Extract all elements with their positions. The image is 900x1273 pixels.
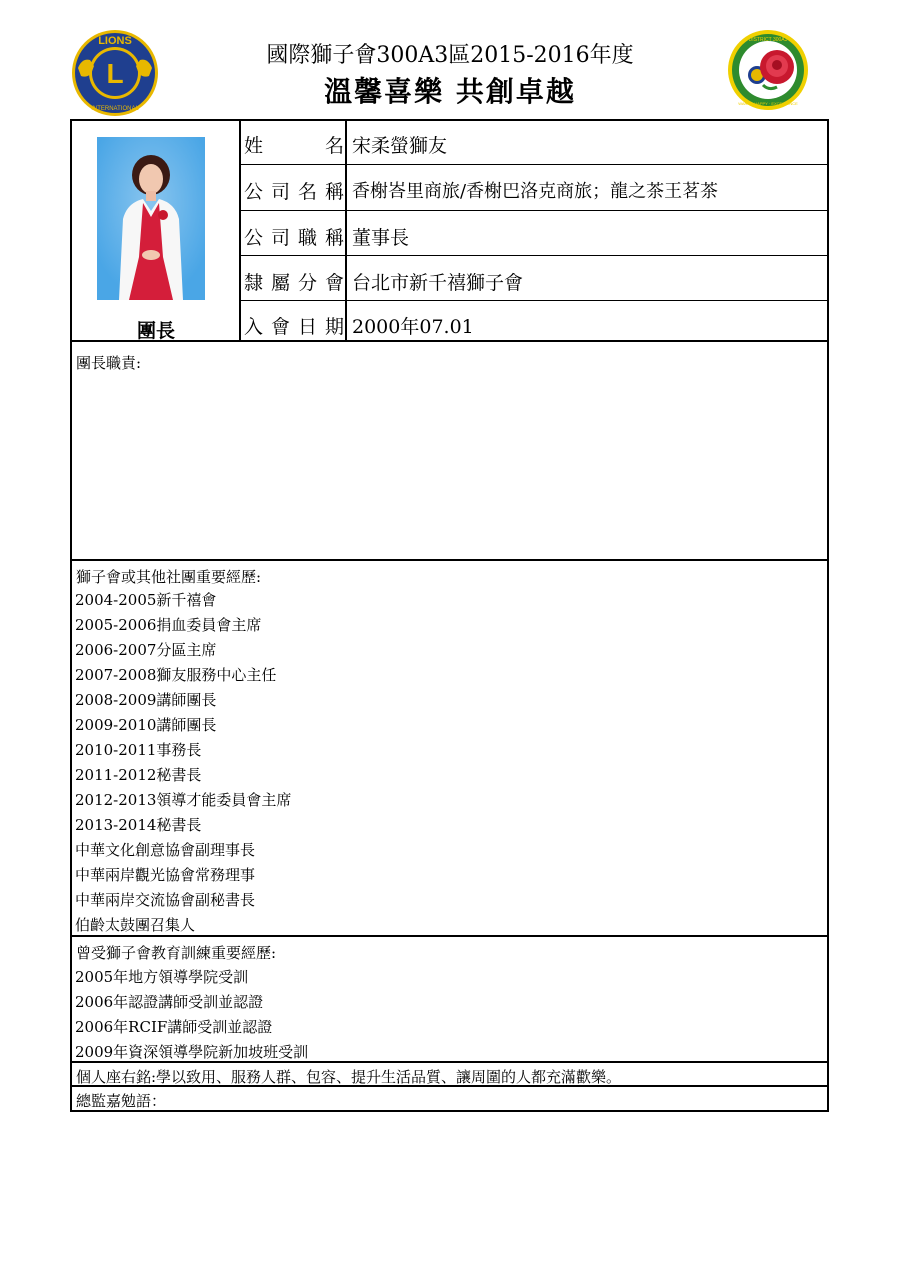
value-company: 香榭峇里商旅/香榭巴洛克商旅；龍之茶王茗茶 <box>352 181 719 202</box>
photo-column-divider <box>239 119 241 342</box>
logo-text-bottom: INTERNATIONAL <box>91 106 139 112</box>
document-slogan: 溫馨喜樂 共創卓越 <box>324 75 576 108</box>
label-char: 屬 <box>270 272 290 294</box>
experience-item: 2006-2007分區主席 <box>75 641 217 659</box>
label-char: 期 <box>324 316 344 338</box>
row-divider <box>240 210 828 211</box>
row-divider <box>240 300 828 301</box>
personal-motto: 個人座右銘:學以致用、服務人群、包容、提升生活品質、讓周圍的人都充滿歡樂。 <box>76 1068 622 1086</box>
label-char: 職 <box>297 227 317 249</box>
label-char: 公 <box>244 181 264 203</box>
label-char: 稱 <box>324 181 344 203</box>
label-char: 入 <box>244 316 264 338</box>
value-name: 宋柔螢獅友 <box>352 135 448 157</box>
label-column-divider <box>345 119 347 342</box>
experience-bottom-border <box>70 935 829 937</box>
label-name-char: 名 <box>324 135 344 157</box>
label-char: 司 <box>270 227 290 249</box>
experience-item: 2009-2010講師團長 <box>75 716 217 734</box>
label-char: 分 <box>297 272 317 294</box>
label-name-char: 姓 <box>244 135 264 157</box>
duties-bottom-border <box>70 559 829 561</box>
experience-item: 2010-2011事務長 <box>75 741 202 759</box>
member-photo <box>97 137 205 300</box>
experience-item: 2004-2005新千禧會 <box>75 591 217 609</box>
label-club <box>244 268 344 295</box>
experience-item: 2005-2006捐血委員會主席 <box>75 616 262 634</box>
label-join-date <box>244 312 344 339</box>
duties-title: 團長職責: <box>76 354 142 372</box>
experience-item: 中華文化創意協會副理事長 <box>75 841 256 859</box>
training-item: 2006年認證講師受訓並認證 <box>75 993 264 1011</box>
experience-item: 2011-2012秘書長 <box>75 766 202 784</box>
experience-item: 2007-2008獅友服務中心主任 <box>75 666 277 684</box>
label-char: 會 <box>270 316 290 338</box>
row-divider <box>240 164 828 165</box>
table-left-border <box>70 119 72 1112</box>
experience-item: 中華兩岸觀光協會常務理事 <box>75 866 256 884</box>
experience-item: 2008-2009講師團長 <box>75 691 217 709</box>
member-role: 團長 <box>136 320 175 342</box>
experience-item: 2013-2014秘書長 <box>75 816 202 834</box>
training-bottom-border <box>70 1061 829 1063</box>
value-title: 董事長 <box>352 227 410 249</box>
experience-item: 中華兩岸交流協會副秘書長 <box>75 891 256 909</box>
badge-text-top: DISTRICT 300A3 <box>748 37 788 43</box>
value-club: 台北市新千禧獅子會 <box>352 272 524 294</box>
training-title: 曾受獅子會教育訓練重要經歷: <box>76 944 277 962</box>
experience-title: 獅子會或其他社團重要經歷: <box>76 568 262 586</box>
label-char: 司 <box>270 181 290 203</box>
document-title: 國際獅子會300A3區2015-2016年度 <box>266 43 634 68</box>
district-rose-badge-icon <box>727 29 809 111</box>
training-item: 2005年地方領導學院受訓 <box>75 968 249 986</box>
logo-letter: L <box>106 58 124 89</box>
governor-words: 總監嘉勉語： <box>76 1092 167 1110</box>
label-char: 隸 <box>244 272 264 294</box>
table-bottom-border <box>70 1110 829 1112</box>
label-title <box>244 223 344 250</box>
label-company <box>244 177 344 204</box>
label-char: 會 <box>324 272 344 294</box>
label-char: 名 <box>297 181 317 203</box>
logo-text-top: LIONS <box>98 35 132 47</box>
row-divider <box>240 255 828 256</box>
training-item: 2006年RCIF講師受訓並認證 <box>75 1018 273 1036</box>
badge-text-bottom: WARM · HAPPY · EXCELLENCE <box>738 101 798 106</box>
label-char: 稱 <box>324 227 344 249</box>
label-char: 日 <box>297 316 317 338</box>
label-char: 公 <box>244 227 264 249</box>
training-item: 2009年資深領導學院新加坡班受訓 <box>75 1043 309 1061</box>
table-top-border <box>70 119 829 121</box>
table-right-border <box>827 119 829 1112</box>
value-join-date: 2000年07.01 <box>352 316 474 338</box>
motto-bottom-border <box>70 1085 829 1087</box>
label-name <box>244 131 344 158</box>
experience-item: 伯齡太鼓團召集人 <box>75 916 196 934</box>
experience-item: 2012-2013領導才能委員會主席 <box>75 791 292 809</box>
